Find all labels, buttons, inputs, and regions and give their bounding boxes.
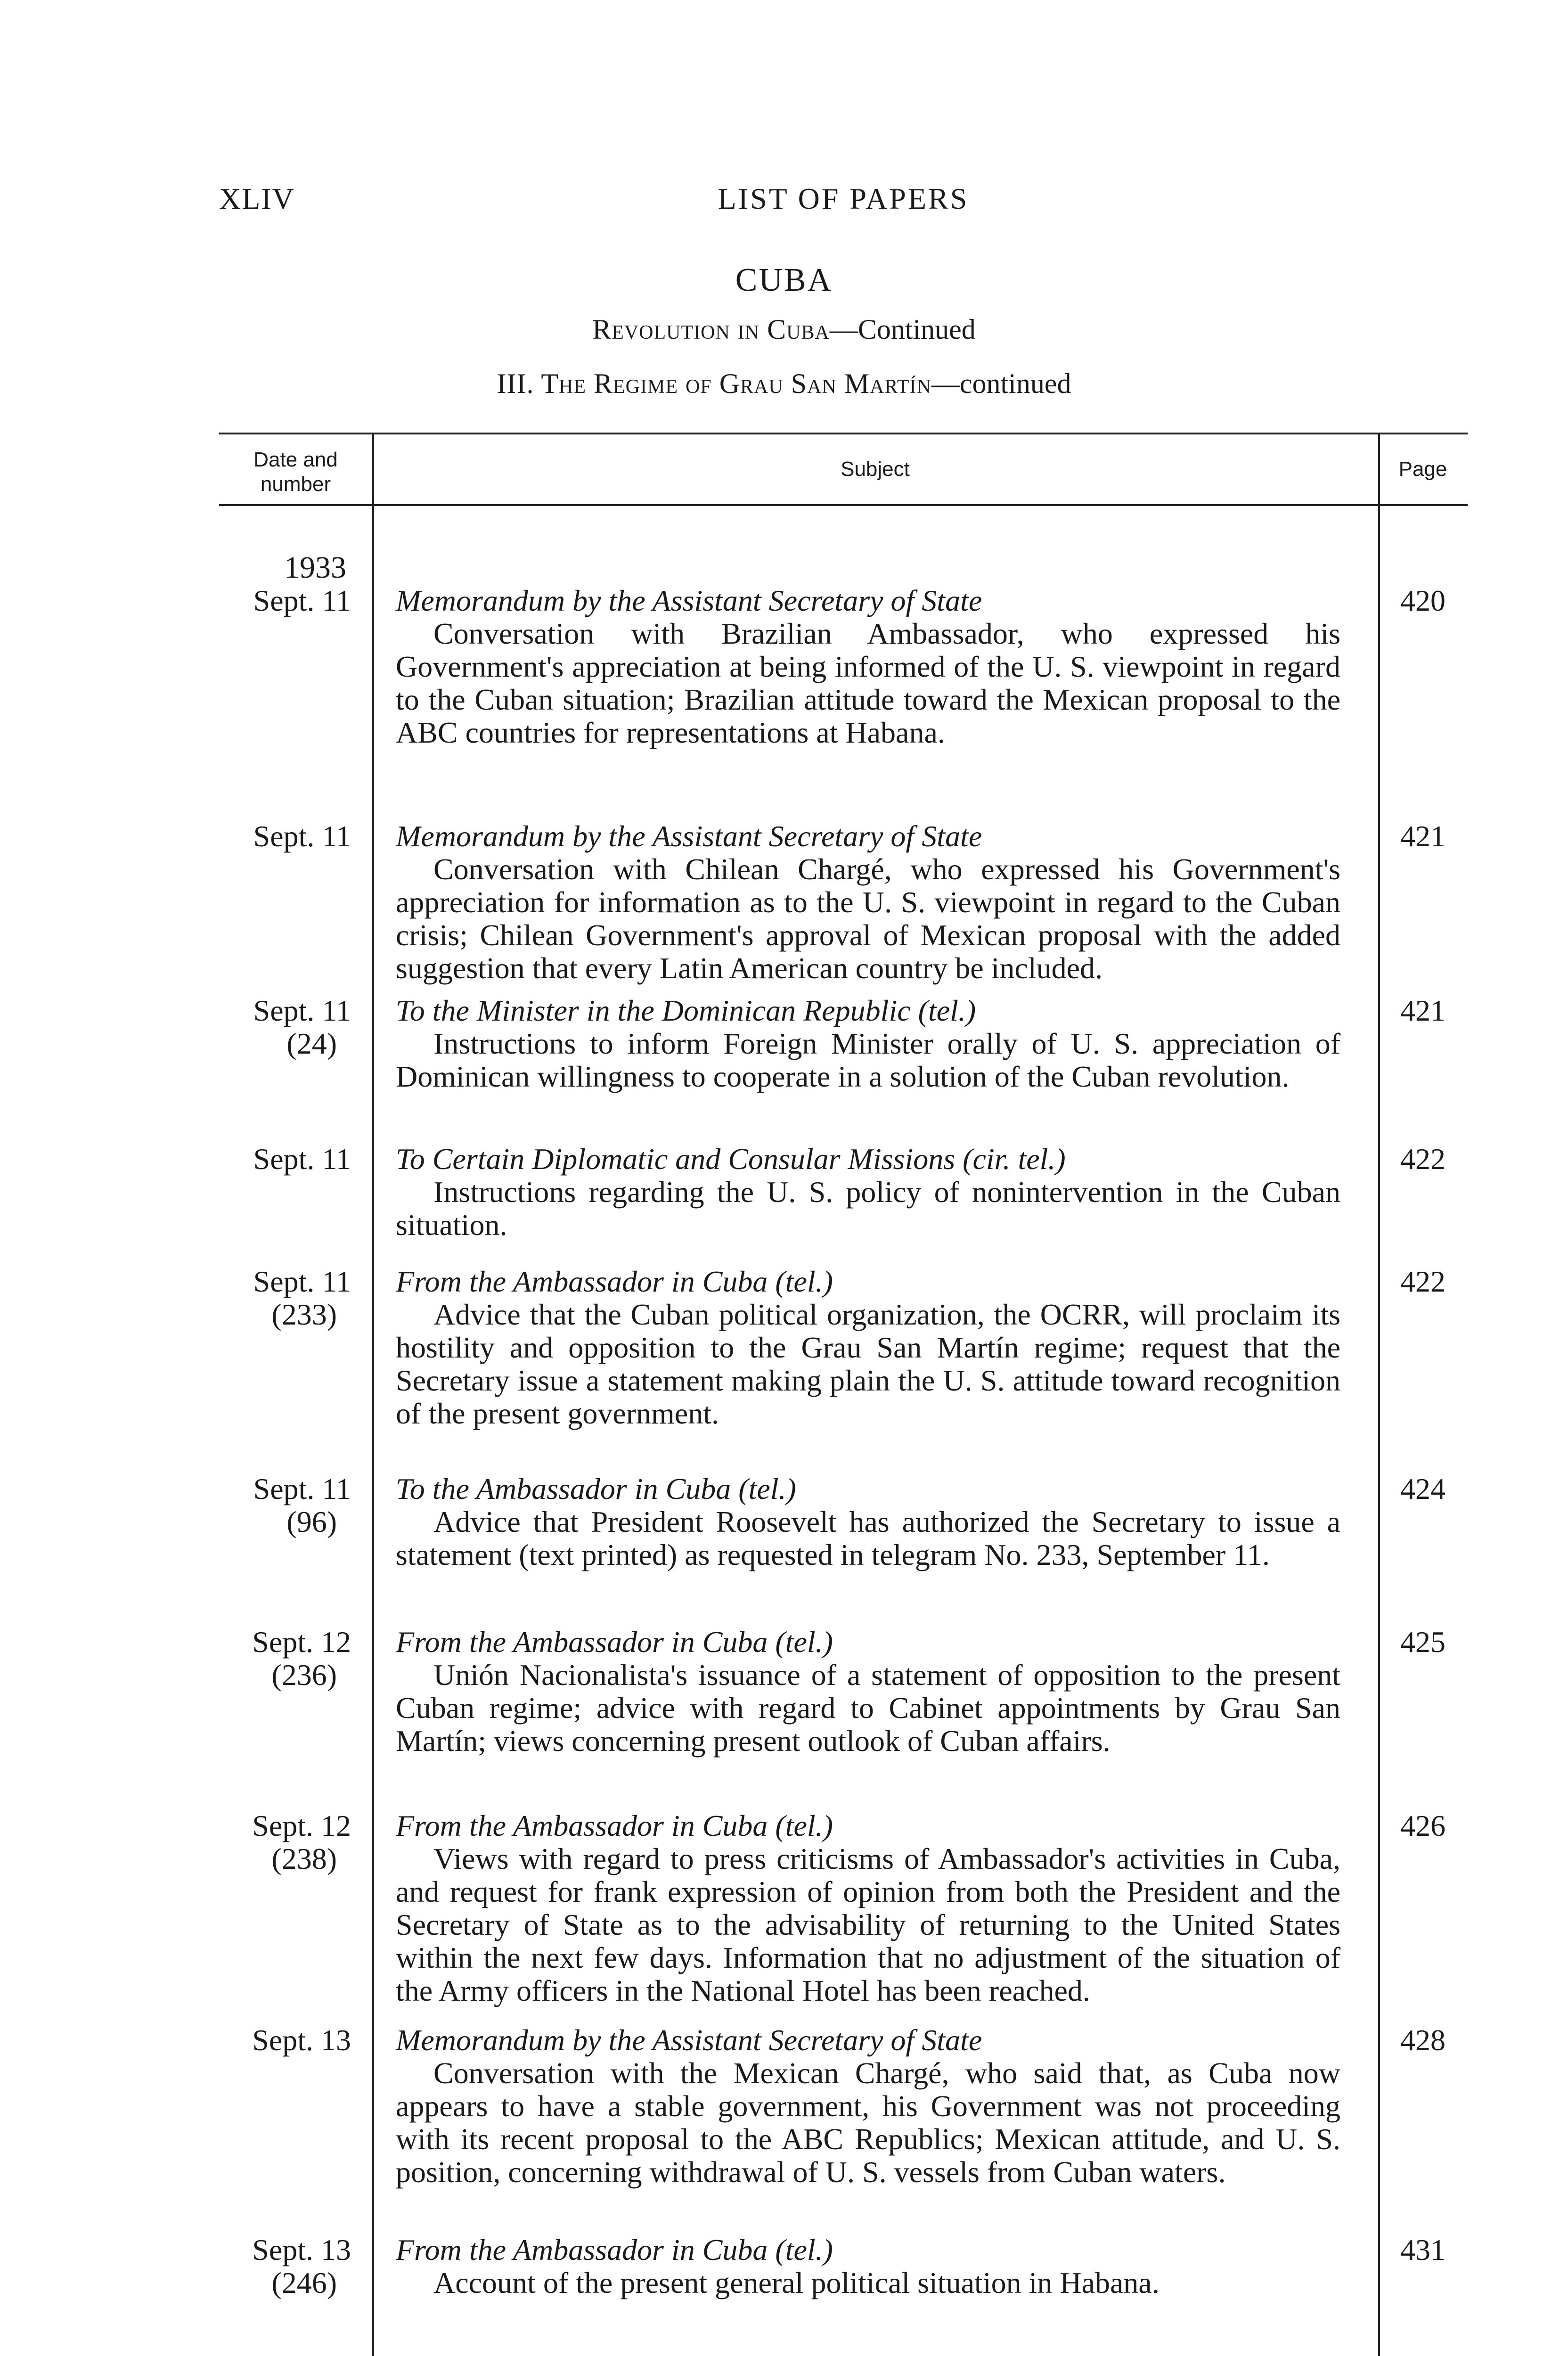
- column-header-date-line1: Date and: [253, 448, 338, 471]
- entry-subject: [396, 1265, 1340, 1430]
- entry-summary: Views with regard to press criticisms of Ambassador's activities in Cuba, and request for frank expression of opinion from both the President and the Secretary of State as to the advisability of returning to the United States within the next few days. Information that no adjustment of the situation of the Army officers in the National Hotel has been reached.: [396, 1842, 1340, 2007]
- entry-heading: Memorandum by the Assistant Secretary of State: [396, 584, 982, 617]
- entry-page-number: 422: [1400, 1142, 1446, 1176]
- entry-date-text: Sept. 11: [253, 584, 351, 617]
- running-head: [219, 181, 1468, 224]
- entry-summary: Account of the present general political situation in Habana.: [433, 2266, 1160, 2299]
- entry-date: [219, 1472, 351, 1538]
- entry-date-text: Sept. 11: [253, 819, 351, 853]
- entry-heading: From the Ambassador in Cuba (tel.): [396, 2233, 833, 2266]
- entry-page-number: 424: [1400, 1472, 1446, 1505]
- entry-subject: [396, 1143, 1340, 1242]
- column-header-subject: Subject: [841, 458, 910, 481]
- entry-number: (96): [286, 1505, 337, 1538]
- table-top-rule: [219, 433, 1468, 434]
- entry-date-text: Sept. 11: [253, 994, 351, 1027]
- running-title: LIST OF PAPERS: [718, 182, 969, 215]
- entry-heading: To the Minister in the Dominican Republic (tel.): [396, 994, 976, 1027]
- column-divider-date: [372, 433, 374, 2356]
- subsection-heading-continued: —continued: [931, 368, 1071, 399]
- entry-number: (236): [271, 1658, 337, 1692]
- entry-heading: Memorandum by the Assistant Secretary of State: [396, 2023, 982, 2057]
- entry-subject: [396, 820, 1340, 985]
- entry-page-number: 421: [1400, 994, 1446, 1027]
- column-header-date: [219, 448, 372, 497]
- entry-date: [219, 2024, 351, 2057]
- entry-date: [219, 820, 351, 853]
- entry-subject: [396, 1626, 1340, 1758]
- entry-summary: Advice that President Roosevelt has authorized the Secretary to issue a statement (text printed) as requested in telegram No. 233, September 11.: [396, 1505, 1340, 1571]
- page-folio: XLIV: [219, 182, 295, 215]
- entry-subject: [396, 994, 1340, 1093]
- entry-number: (246): [271, 2266, 337, 2299]
- entry-heading: From the Ambassador in Cuba (tel.): [396, 1625, 833, 1659]
- entry-date: [219, 1809, 351, 1875]
- entry-date-text: Sept. 11: [253, 1142, 351, 1176]
- section-heading: [0, 313, 1568, 346]
- entry-date: [219, 584, 351, 617]
- column-header-page: Page: [1398, 458, 1447, 481]
- entry-date-text: Sept. 13: [252, 2233, 351, 2266]
- section-heading-main: Revolution in Cuba: [592, 314, 830, 345]
- entry-subject: [396, 2024, 1340, 2189]
- subsection-heading-main: III. The Regime of Grau San Martín: [497, 368, 931, 399]
- column-divider-page: [1378, 433, 1380, 2356]
- entry-date-text: Sept. 11: [253, 1472, 351, 1505]
- entry-page-number: 431: [1400, 2233, 1446, 2266]
- entry-date-text: Sept. 12: [252, 1625, 351, 1659]
- entry-date: [219, 1265, 351, 1331]
- entry-summary: Conversation with Chilean Chargé, who expressed his Government's appreciation for information as to the U. S. viewpoint in regard to the Cuban crisis; Chilean Government's approval of Mexican proposal with the added suggestion that every Latin American country be included.: [396, 852, 1340, 985]
- entry-subject: [396, 1472, 1340, 1571]
- entry-date: [219, 1626, 351, 1692]
- entry-date: [219, 994, 351, 1060]
- section-heading-continued: —Continued: [829, 314, 976, 345]
- entry-summary: Conversation with Brazilian Ambassador, who expressed his Government's appreciation at being informed of the U. S. viewpoint in regard to the Cuban situation; Brazilian attitude toward the Mexican proposal to the ABC countries for representations at Habana.: [396, 617, 1340, 749]
- entry-summary: Advice that the Cuban political organization, the OCRR, will proclaim its hostility and opposition to the Grau San Martín regime; request that the Secretary issue a statement making plain the U. S. attitude toward recognition of the present government.: [396, 1298, 1340, 1430]
- entry-date-text: Sept. 12: [252, 1809, 351, 1842]
- entry-summary: Unión Nacionalista's issuance of a statement of opposition to the present Cuban regime; advice with regard to Cabinet appointments by Grau San Martín; views concerning present outlook of Cuban affairs.: [396, 1658, 1340, 1758]
- entry-number: (233): [271, 1298, 337, 1331]
- entry-summary: Conversation with the Mexican Chargé, who said that, as Cuba now appears to have a stable government, his Government was not proceeding with its recent proposal to the ABC Republics; Mexican attitude, and U. S. position, concerning withdrawal of U. S. vessels from Cuban waters.: [396, 2056, 1340, 2189]
- entry-number: (24): [286, 1027, 337, 1060]
- subsection-heading: [0, 368, 1568, 400]
- entry-page-number: 422: [1400, 1265, 1446, 1298]
- country-heading: CUBA: [735, 262, 833, 298]
- entry-heading: From the Ambassador in Cuba (tel.): [396, 1265, 833, 1298]
- entry-subject: [396, 584, 1340, 749]
- entry-heading: From the Ambassador in Cuba (tel.): [396, 1809, 833, 1842]
- entry-page-number: 420: [1400, 584, 1446, 617]
- entry-date-text: Sept. 11: [253, 1265, 351, 1298]
- entry-heading: Memorandum by the Assistant Secretary of State: [396, 819, 982, 853]
- column-header-date-line2: number: [260, 473, 331, 496]
- entry-page-number: 425: [1400, 1625, 1446, 1659]
- year-label: 1933: [284, 550, 346, 585]
- entry-page-number: 426: [1400, 1809, 1446, 1842]
- entry-heading: To the Ambassador in Cuba (tel.): [396, 1472, 796, 1505]
- entry-page-number: 428: [1400, 2023, 1446, 2057]
- entry-subject: [396, 1809, 1340, 2007]
- entry-summary: Instructions to inform Foreign Minister orally of U. S. appreciation of Dominican willingness to cooperate in a solution of the Cuban revolution.: [396, 1027, 1340, 1093]
- entry-number: (238): [271, 1842, 337, 1875]
- entry-page-number: 421: [1400, 819, 1446, 853]
- entry-summary: Instructions regarding the U. S. policy of nonintervention in the Cuban situation.: [396, 1175, 1340, 1242]
- table-header-rule: [219, 504, 1468, 506]
- entry-heading: To Certain Diplomatic and Consular Missions (cir. tel.): [396, 1142, 1066, 1176]
- entry-date-text: Sept. 13: [252, 2023, 351, 2057]
- entry-subject: [396, 2233, 1340, 2299]
- entry-date: [219, 1143, 351, 1176]
- entry-date: [219, 2233, 351, 2299]
